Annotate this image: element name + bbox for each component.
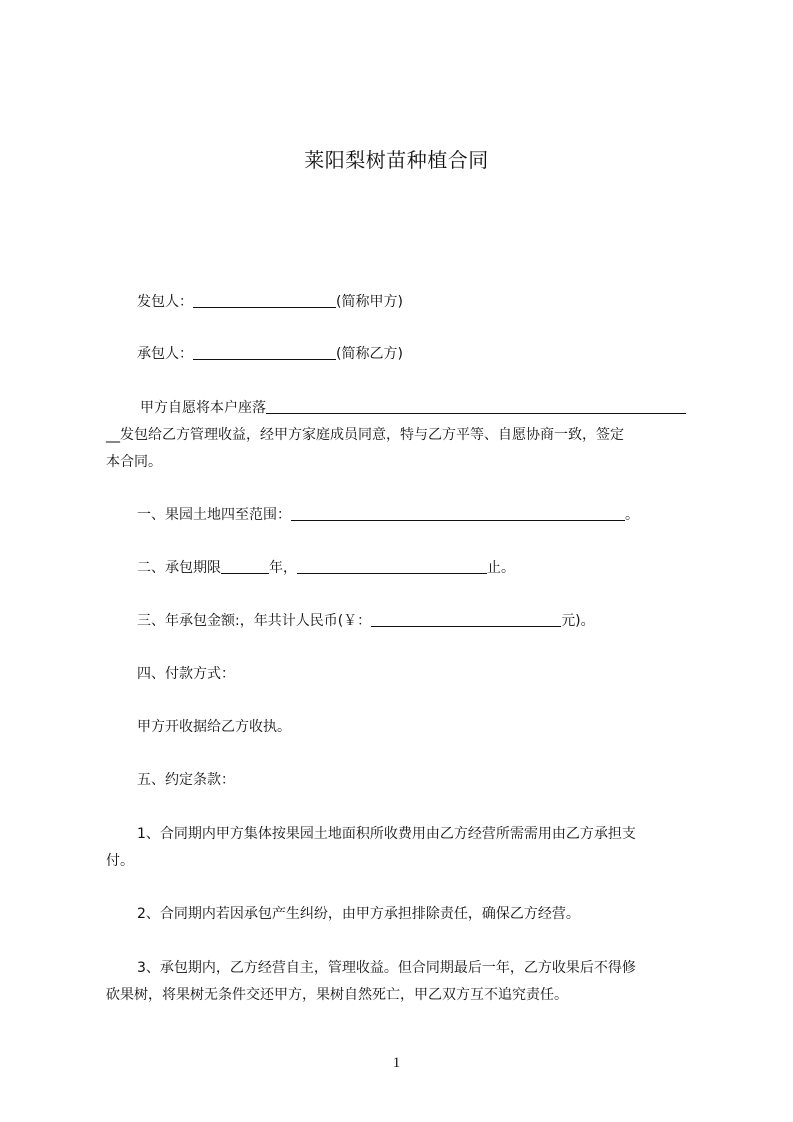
section-4-label: 四、付款方式： [137,666,235,682]
clause-2-text: 2、合同期内若因承包产生纠纷，由甲方承担排除责任，确保乙方经营。 [137,906,580,922]
party-a-suffix: (简称甲方) [336,294,403,310]
party-a-line [137,290,737,315]
clause-1-text-1: 1、合同期内甲方集体按果园土地面积所收费用由乙方经营所需需用由乙方承担支 [137,826,636,842]
payment-text: 甲方开收据给乙方收执。 [137,719,291,735]
location-blank [266,399,686,414]
party-b-suffix: (简称乙方) [336,346,403,362]
section-1-end: 。 [625,507,639,523]
clause-3-text-2: 砍果树，将果树无条件交还甲方，果树自然死亡，甲乙双方互不追究责任。 [106,987,568,1003]
intro-line-2 [106,423,706,448]
party-b-line [137,342,737,367]
section-1 [137,503,737,528]
section-2-label: 二、承包期限 [137,560,221,576]
clause-1-text-2: 付。 [106,853,134,869]
intro-line-1 [140,396,740,421]
clause-3-line-2 [106,983,706,1008]
section-2-mid: 年， [269,560,297,576]
party-b-label: 承包人： [137,346,193,362]
party-a-blank [193,293,336,308]
section-3 [137,609,737,634]
intro-text-3: 本合同。 [106,454,162,470]
party-a-label: 发包人： [137,294,193,310]
section-5-heading [137,768,737,793]
boundary-blank [291,506,625,521]
party-b-blank [193,345,336,360]
page-number: 1 [392,1055,401,1071]
intro-text-1: 甲方自愿将本户座落 [140,400,266,416]
clause-3-text-1: 3、承包期内，乙方经营自主，管理收益。但合同期最后一年，乙方收果后不得修 [137,960,636,976]
section-1-label: 一、果园土地四至范围： [137,507,291,523]
section-5-label: 五、约定条款： [137,772,235,788]
section-3-label: 三、年承包金额:，年共计人民币(￥： [137,613,372,629]
intro-line-3 [106,450,706,475]
term-years-blank [221,559,269,574]
document-title: 莱阳梨树苗种植合同 [304,148,489,172]
section-4-heading [137,662,737,687]
clause-3-line-1 [137,956,737,981]
intro-underscore: __ [106,427,120,443]
intro-text-2: 发包给乙方管理收益，经甲方家庭成员同意，特与乙方平等、自愿协商一致，签定 [120,427,624,443]
clause-1-line-1 [137,822,737,847]
section-4-text [137,715,737,740]
term-end-blank [297,559,487,574]
clause-1-line-2 [106,849,706,874]
section-2 [137,556,737,581]
clause-2 [137,902,737,927]
amount-blank [371,612,561,627]
section-2-end: 止。 [487,560,515,576]
section-3-end: 元)。 [561,613,595,629]
